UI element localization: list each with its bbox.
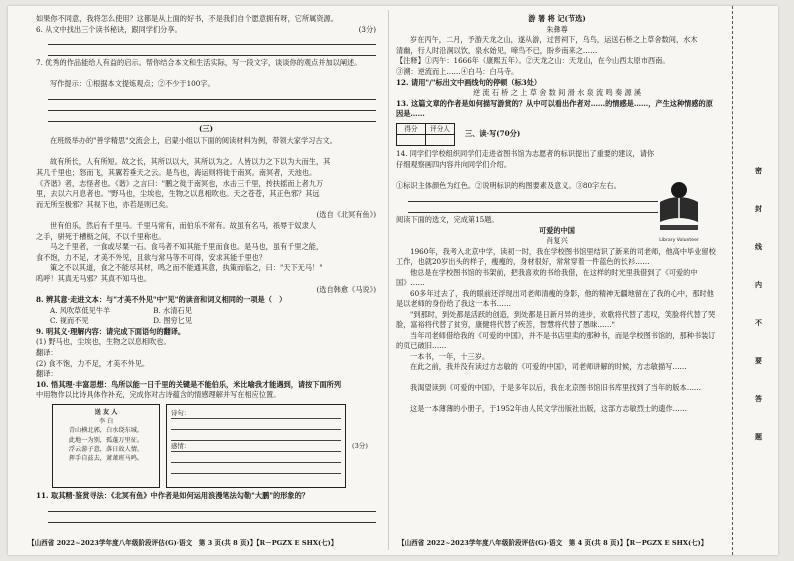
reading-instruction: 阅读下面的选文，完成第15题。 bbox=[396, 214, 499, 224]
translation-label[interactable]: 翻译： bbox=[36, 348, 58, 358]
source-note: (选自《北冥有鱼》) bbox=[316, 210, 376, 220]
annotation: ③溯：逆流而上……④白马：白马寺。 bbox=[396, 66, 519, 76]
answer-box[interactable] bbox=[166, 404, 346, 488]
question-12: 12. 请用"/"标出文中画线句的停顿（标3处） bbox=[396, 77, 542, 87]
passage-line: 策之不以其道，食之不能尽其材，鸣之而不能通其意，执策而临之，曰："天下无马！" bbox=[50, 263, 323, 273]
grader-header: 评分人 bbox=[426, 123, 455, 135]
article-title: 可爱的中国 bbox=[539, 225, 575, 235]
article-paragraph: 这是一本薄薄的小册子，于1952年由人民文学出版社出版，这部方志敏烈士的遗作…… bbox=[410, 404, 688, 414]
poem-line: 此地一为别，孤蓬万里征。 bbox=[68, 436, 144, 444]
logo-caption: Library Volunteer bbox=[659, 238, 699, 243]
poem-author: 李 白 bbox=[98, 418, 114, 426]
poem-line: 青山横北郭，白水绕东城。 bbox=[68, 427, 144, 435]
question-7: 7. 优秀的作品能给人有益的启示。帮你结合本文和生活实际，写一段文字，谈谈你的观点并加以阐述。 bbox=[36, 58, 362, 68]
margin-char: 密 bbox=[755, 166, 762, 175]
score-table-row bbox=[396, 123, 718, 147]
left-page bbox=[36, 14, 376, 525]
passage-line: 马之千里者，一食或尽粟一石。食马者不知其能千里而食也。是马也，虽有千里之能， bbox=[50, 242, 324, 252]
passage-line: 清幽，行人时沿涧以饮，泉水始见，啼鸟不已，盼乡南来之…… bbox=[396, 45, 598, 55]
margin-char: 不 bbox=[755, 318, 762, 327]
annotation: 【注释】①丙午：1666年（康熙五年）。②天龙之山：天龙山，在今山西太原市西南。 bbox=[396, 56, 670, 66]
section-three-heading: 三、读·写(70分) bbox=[465, 129, 521, 139]
feeling-answer[interactable]: 感情： bbox=[171, 441, 341, 452]
margin-char: 封 bbox=[755, 204, 762, 213]
question-8: 8. 辨其意·走进文本：与"才美不外见"中"见"的读音和词义相同的一项是（ ） bbox=[36, 295, 287, 305]
binding-margin bbox=[732, 6, 779, 555]
answer-line[interactable] bbox=[48, 36, 376, 45]
answer-line[interactable] bbox=[48, 113, 376, 122]
poem-essay-title: 游 署 将 记(节选) bbox=[528, 14, 586, 23]
answer-line[interactable] bbox=[408, 193, 658, 202]
question-14: 14. 同学们学校组织同学们走进省图书馆为志愿者的标识提出了重要的建议，请你仔细观察画四内容并向同学们介绍。 bbox=[396, 149, 655, 169]
intro-paragraph: 在班级举办的"善学精思"交流会上，启蒙小组以下面的阅读材料为例，带领大家学习古文。 bbox=[50, 136, 337, 146]
margin-char: 要 bbox=[755, 356, 762, 365]
answer-line[interactable] bbox=[48, 102, 376, 111]
poem-line: 浮云游子意，落日故人情。 bbox=[68, 445, 144, 453]
passage-line: 其几千里也；怒而飞，其翼若垂天之云。是鸟也，海运则将徙于南冥。南冥者，天池也。 bbox=[36, 167, 317, 177]
score-table bbox=[396, 123, 455, 147]
article-paragraph: 当年司老师借给我的《可爱的中国》，并不是书店里卖的那种书，而是学校图书馆的，那种书装订的页已破旧…… bbox=[396, 330, 716, 351]
passage-line: 《齐谐》者，志怪者也。《谐》之言曰："鹏之徙于南冥也，水击三千里，抟扶摇而上者九万 bbox=[36, 178, 324, 188]
passage-line: 之手，骈死于槽枥之间，不以千里称也。 bbox=[36, 231, 166, 241]
text-line: 如果你不同意，我将怎么使用？这都是从上面的好书，不是我们自个愿意拥有呀，它所属资源。 bbox=[36, 14, 338, 23]
margin-char: 题 bbox=[755, 432, 762, 441]
pause-sentence[interactable]: 逆 流 石 桥 之 上 草 舍 数 间 滑 水 泉 流 鸣 奏 源 溪 bbox=[472, 88, 642, 98]
passage-line: 世有伯乐，然后有千里马。千里马常有，而伯乐不常有。故虽有名马，祇辱于奴隶人 bbox=[50, 220, 316, 230]
article-paragraph: 60多年过去了，我的眼前还浮现出司老师清瘦的身影，他的精神无疆地留在了我的心中，那时他是以老师的身份给了我这一本书…… bbox=[396, 288, 714, 309]
section-three-title: (三) bbox=[199, 123, 213, 133]
article-paragraph: 1960年，我考入北京中学，读初一时，我在学校图书馆里结识了新来的司老师，他高中毕业留校工作，也就20岁出头的样子，瘦瘦的，身材很好，常常穿着一件蓝色的长衫…… bbox=[396, 246, 716, 267]
left-footer: 【山西省 2022~2023学年度八年级阶段评估(G)·语文 第 3 页(共 8 页)】【R－PGZX E SHX(七)】 bbox=[28, 539, 338, 547]
article-paragraph: 在此之前，我并没有读过方志敏的《可爱的中国》，司老师讲解的时候，方志敏描写…… bbox=[410, 362, 687, 372]
article-paragraph: "到那时，到处都是活跃的创造，到处都是日新月异的进步，欢歌将代替了悲叹，笑脸将代替了哭脸，富裕将代替了贫穷，康健将代替了疾苦，智慧将代替了愚昧……" bbox=[396, 309, 716, 330]
passage-line: 食不饱，力不足，才美不外见，且欲与常马等不可得，安求其能千里也？ bbox=[36, 252, 267, 262]
passage-line: 故有所长，人有所短。故之长，其所以以大，其所以为之。人皆以力之下以为大而生，其 bbox=[50, 157, 331, 167]
fold-line bbox=[388, 10, 389, 550]
poem-area: 送 友 人 李 白 青山横北郭，白水绕东城。 此地一为别，孤蓬万里征。 浮云游子意，落日故人情。 挥手自兹去，萧萧班马鸣。 诗句： 感情： (3分) bbox=[36, 404, 376, 488]
option-row[interactable]: C. 视而不见 D. 图穷匕见 bbox=[50, 316, 193, 326]
sentence-2: (2) 食不饱，力不足，才美不外见。 bbox=[36, 358, 150, 368]
logo-graphic bbox=[654, 178, 704, 242]
sentence-1: (1) 野马也，尘埃也，生物之以息相吹也。 bbox=[36, 337, 171, 347]
question-14-req: ①标识主体颜色为红色。②说明标识的构图要素及意义。③80字左右。 bbox=[396, 181, 621, 191]
question-6: 6. 从文中找出三个读书秘诀，跟同学们分享。 (3分) bbox=[36, 24, 376, 34]
article-author: 肖复兴 bbox=[546, 236, 568, 246]
margin-char: 内 bbox=[755, 280, 762, 289]
article-paragraph: 我渴望读到《可爱的中国》，于是多年以后，我在北京图书馆旧书库里找到了当年的版本…… bbox=[410, 383, 702, 393]
exam-sheet bbox=[8, 6, 778, 555]
translation-label[interactable]: 翻译： bbox=[36, 369, 58, 379]
margin-char: 答 bbox=[755, 394, 762, 403]
answer-line[interactable] bbox=[408, 204, 658, 213]
poem-box bbox=[52, 404, 160, 488]
article-paragraph: 他总是在学校图书馆的书架前，把我喜欢的书给我借，在这样的时光里我借到了《可爱的中国》…… bbox=[396, 267, 698, 288]
poem-title: 送 友 人 bbox=[94, 409, 118, 417]
passage-line: 而无所至极邪？其视下也，亦若是则已矣。 bbox=[36, 199, 173, 209]
library-volunteer-logo bbox=[654, 178, 704, 242]
answer-line[interactable] bbox=[48, 503, 376, 512]
right-footer: 【山西省 2022~2023学年度八年级阶段评估(G)·语文 第 4 页(共 8 页)】【R－PGZX E SHX(七)】 bbox=[398, 539, 708, 547]
margin-char: 线 bbox=[755, 242, 762, 251]
poem-line-answer[interactable]: 诗句： bbox=[171, 408, 341, 419]
score-header: 得分 bbox=[397, 123, 426, 135]
answer-line[interactable] bbox=[48, 514, 376, 523]
question-10-cont: 中用物作以比诗具体作补充，完成你对古诗蕴含的情感理解并写在相应位置。 bbox=[36, 390, 281, 400]
answer-line[interactable] bbox=[48, 47, 376, 56]
question-9: 9. 明其义·理解内容：请完成下面语句的翻译。 bbox=[36, 326, 186, 336]
passage-line: 岁在丙午，二月，予游天龙之山，遂从游，过晋祠下，乌鸟，运送石桥之上草舍数间，水木 bbox=[410, 35, 698, 45]
source-note: (选自韩愈《马说》) bbox=[316, 284, 376, 294]
poem-line: 挥手自兹去，萧萧班马鸣。 bbox=[68, 455, 144, 463]
question-13: 13. 这篇文章的作者是如何描写游赏的？从中可以看出作者对……的情感是……，产生这种情感的原因是…… bbox=[396, 98, 713, 119]
writing-tip: 写作提示：①根据本文提炼观点；②不少于100字。 bbox=[50, 79, 215, 89]
article-paragraph: 一本书，一年，十三岁。 bbox=[410, 351, 490, 361]
option-row[interactable]: A. 风吹草低见牛羊 B. 水清石见 bbox=[50, 305, 192, 315]
passage-line: 呜呼！其真无马邪？其真不知马也。 bbox=[36, 273, 152, 283]
passage-line: 里，去以六月息者也。"野马也，尘埃也，生物之以息相吹也。天之苍苍，其正色邪？其远 bbox=[36, 189, 320, 199]
essay-author: 朱彝尊 bbox=[546, 24, 568, 34]
question-11: 11. 取其精·鉴赏寻法：《北冥有鱼》中作者是如何运用浪漫笔法勾勒"大鹏"的形象的？ bbox=[36, 491, 309, 501]
answer-line[interactable] bbox=[48, 91, 376, 100]
question-10: 10. 悟其理·丰富思想：鸟所以能一日千里的关键是不能伯乐，米比喻我才能遇到，请按下面所列 bbox=[36, 379, 342, 389]
